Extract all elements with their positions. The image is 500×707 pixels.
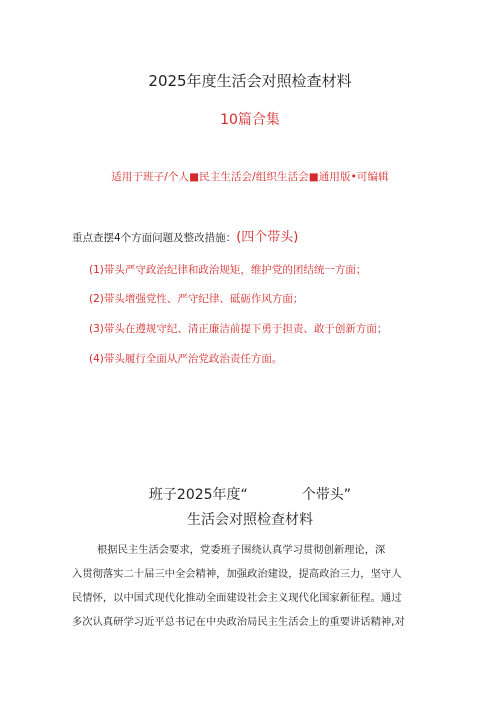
focus-heading-prefix: 重点查摆4个方面问题及整改措施： bbox=[72, 232, 237, 244]
paragraph-line-2: 入贯彻落实二十届三中全会精神，加强政治建设，提高政治三力，坚守人 bbox=[72, 568, 402, 580]
focus-item-3: (3)带头在遵规守纪、清正廉洁前提下勇于担责、敢于创新方面； bbox=[89, 323, 388, 335]
paragraph-line-4: 多次认真研学习近平总书记在中央政治局民主生活会上的重要讲话精神,对 bbox=[72, 616, 405, 628]
paragraph-line-3: 民情怀，以中国式现代化推动全面建设社会主义现代化国家新征程。通过 bbox=[72, 592, 402, 604]
focus-heading bbox=[72, 226, 298, 245]
focus-item-1: (1)带头严守政治纪律和政治规矩，维护党的团结统一方面； bbox=[89, 264, 367, 276]
document-subtitle: 10篇合集 bbox=[220, 112, 280, 128]
document-title: 2025年度生活会对照检查材料 bbox=[148, 72, 352, 90]
focus-heading-emphasis: (四个带头) bbox=[236, 230, 299, 245]
section-title-line-1 bbox=[0, 484, 500, 504]
document-scope-note: 适用于班子/个人■民主生活会/组织生活会■通用版•可编辑 bbox=[111, 171, 389, 183]
paragraph-line-1: 根据民主生活会要求，党委班子围绕认真学习贯彻创新理论，深 bbox=[97, 544, 386, 556]
section-title-part-2: 个带头” bbox=[301, 487, 352, 503]
focus-item-2: (2)带头增强党性、严守纪律、砥砺作风方面； bbox=[89, 293, 304, 305]
focus-item-4: (4)带头履行全面从严治党政治责任方面。 bbox=[89, 353, 283, 365]
section-title-part-1: 班子2025年度“ bbox=[148, 487, 248, 503]
section-title-line-2: 生活会对照检查材料 bbox=[187, 512, 313, 528]
